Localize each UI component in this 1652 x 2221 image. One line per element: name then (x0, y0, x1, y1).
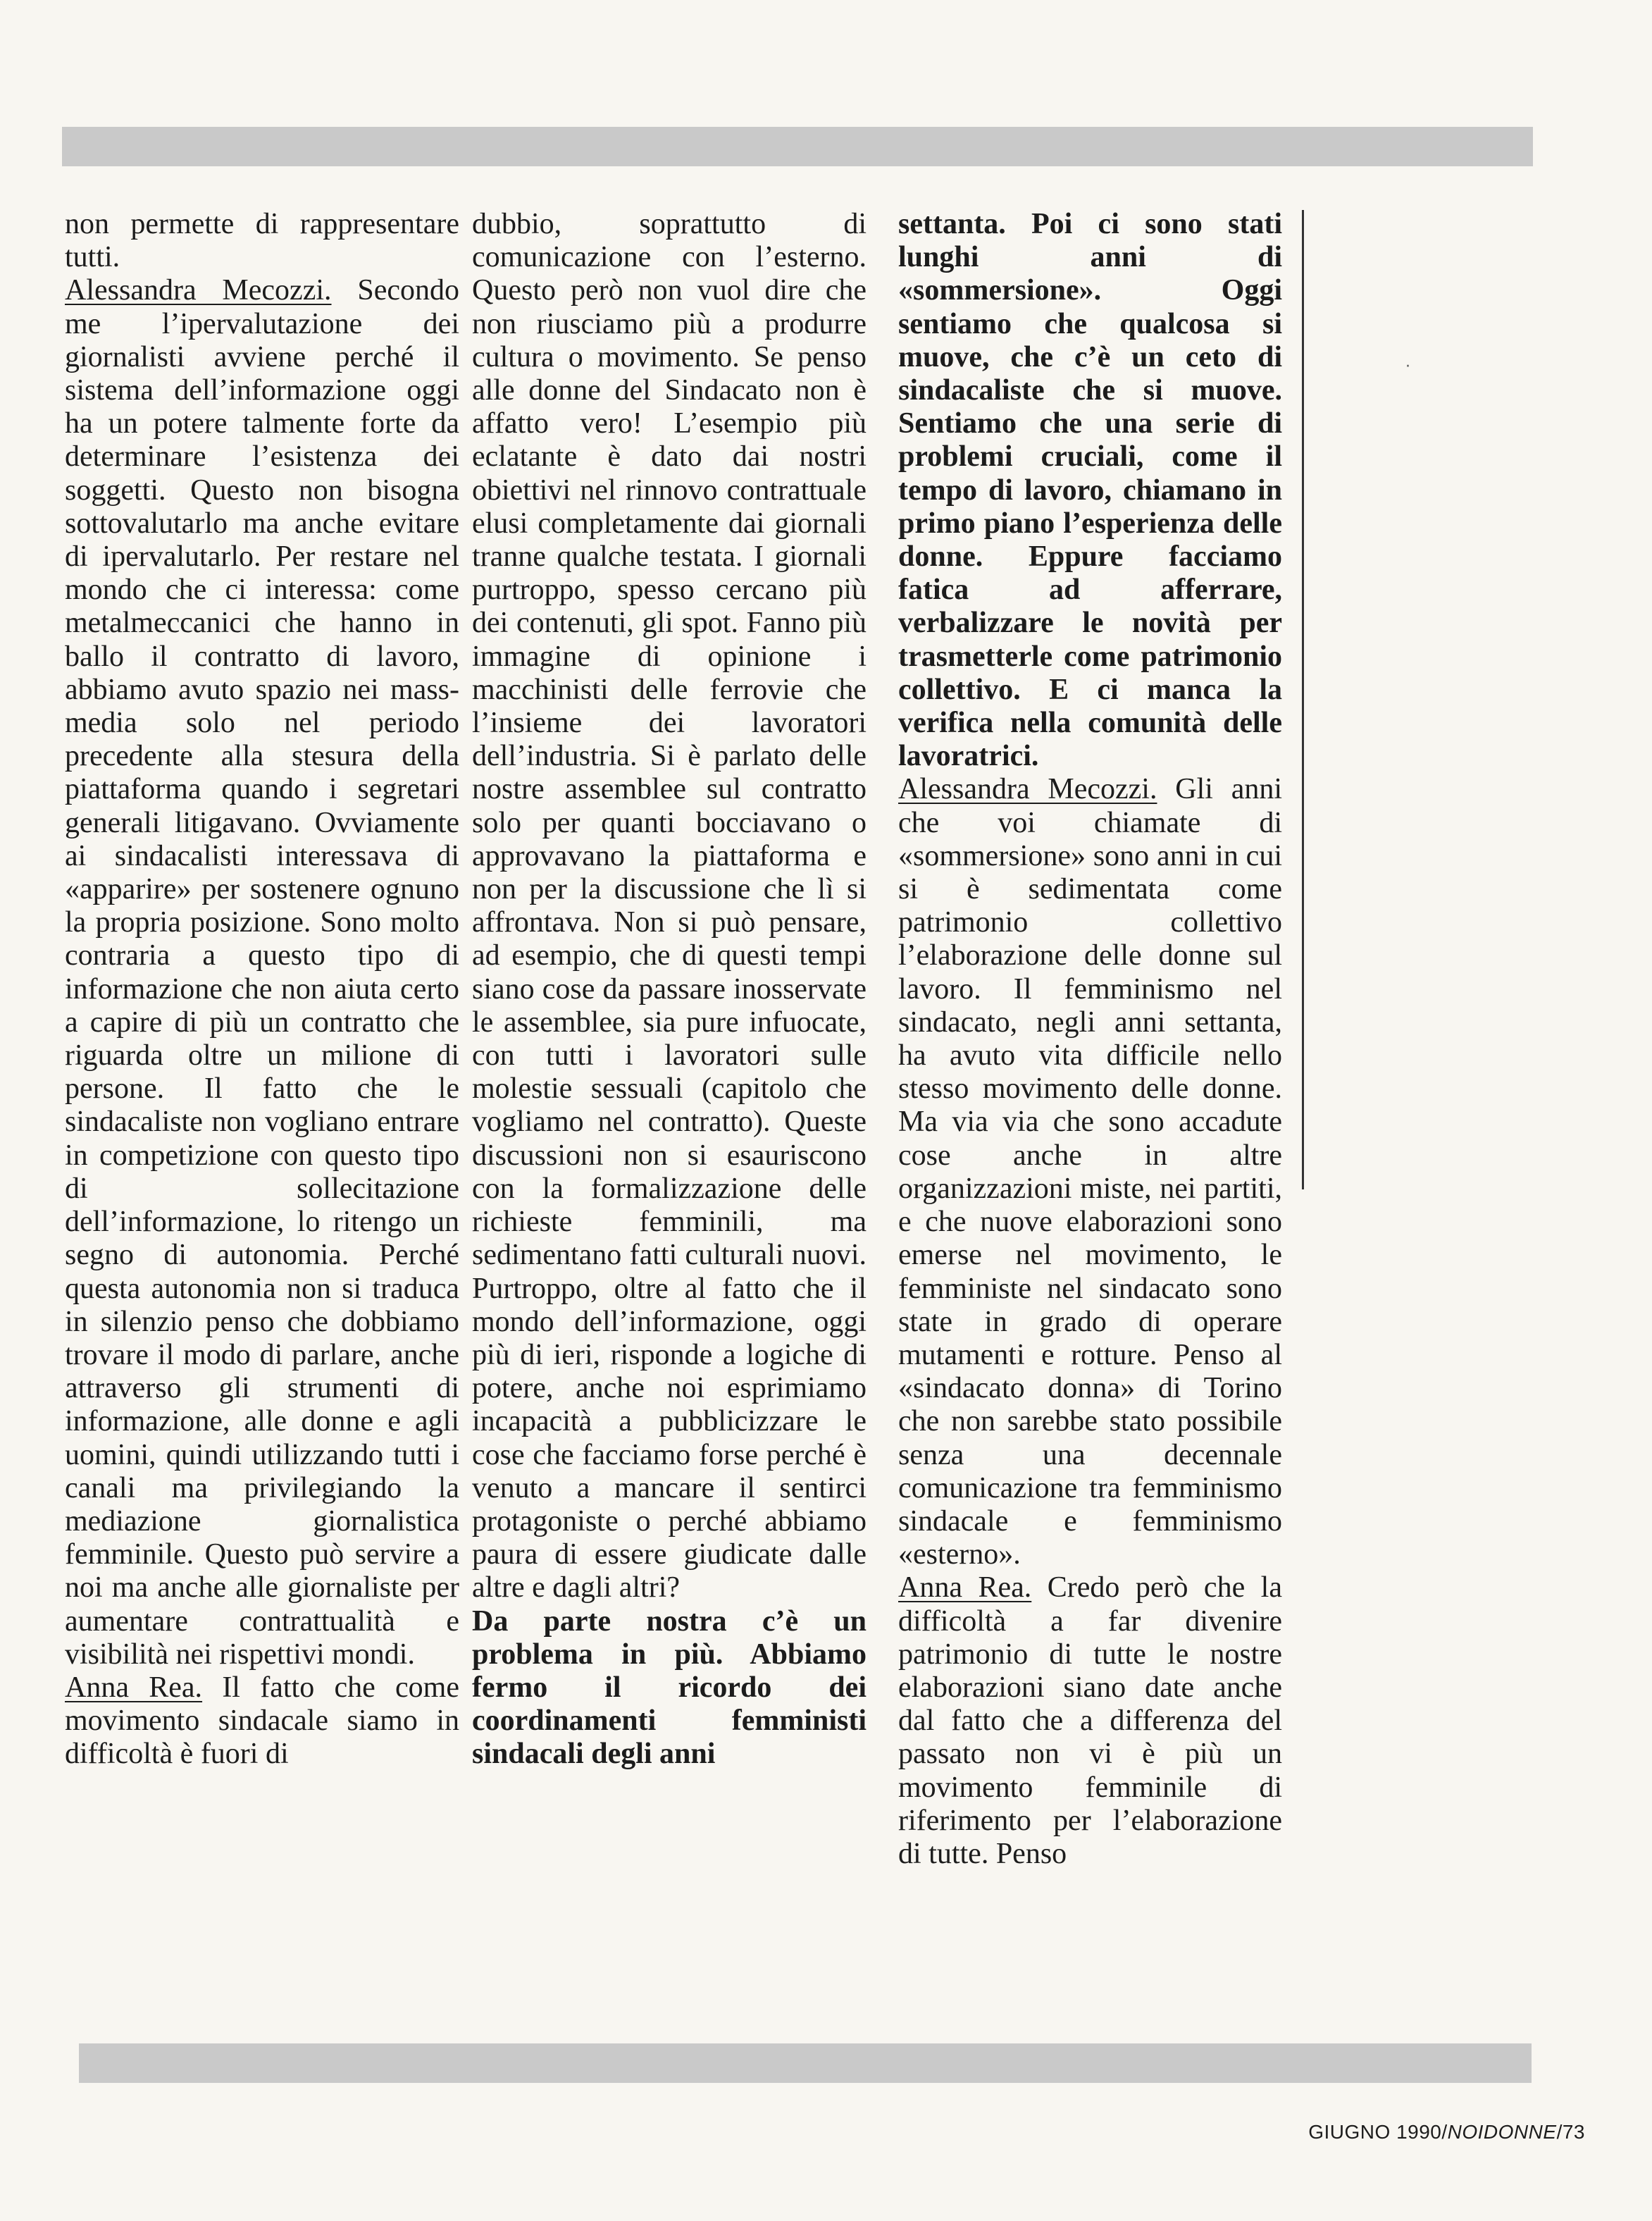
column-3 (898, 208, 1282, 1871)
paragraph: settanta. Poi ci sono stati lunghi anni di «sommersione». Oggi sentiamo che qualcosa si muove, che c’è un ceto di sindacaliste che si muove. Sentiamo che una serie di problemi cruciali, come il tempo di lavoro, chiamano in primo piano l’esperienza delle donne. Eppure facciamo fatica ad afferrare, verbalizzare le novità per trasmetterle come patrimonio collettivo. E ci manca la verifica nella comunità delle lavoratrici. (898, 208, 1282, 773)
paragraph (898, 773, 1282, 1571)
page-footer (1254, 2121, 1585, 2143)
paragraph: dubbio, soprattutto di comunicazione con l’esterno. Questo però non vuol dire che non riusciamo più a produrre cultura o movimento. Se penso alle donne del Sindacato non è affatto vero! L’esempio più eclatante è dato dai nostri obiettivi nel rinnovo contrattuale elusi completamente dai giornali tranne qualche testata. I giornali purtroppo, spesso cercano più dei contenuti, gli spot. Fanno più immagine di opinione i macchinisti delle ferrovie che l’insieme dei lavoratori dell’industria. Si è parlato delle nostre assemblee sul contratto solo per quanti bocciavano o approvavano la piattaforma e non per la discussione che lì si affrontava. Non si può pensare, ad esempio, che di questi tempi siano cose da passare inosservate le assemblee, sia pure infuocate, con tutti i lavoratori sulle molestie sessuali (capitolo che vogliamo nel contratto). Queste discussioni non si esauriscono con la formalizzazione delle richieste femminili, ma sedimentano fatti culturali nuovi. Purtroppo, oltre al fatto che il mondo dell’informazione, oggi più di ieri, risponde a logiche di potere, anche noi esprimiamo incapacità a pubblicizzare le cose che facciamo forse perché è venuto a mancare il sentirci protagoniste o perché abbiamo paura di essere giudicate dalle altre e dagli altri? (472, 208, 867, 1604)
paragraph (65, 1671, 459, 1771)
column-2 (472, 208, 867, 1771)
top-gray-band (62, 127, 1533, 166)
speaker-text: Il fatto che come movimento sindacale siamo in difficoltà è fuori di (65, 1671, 459, 1771)
footer-date: GIUGNO 1990/ (1308, 2121, 1448, 2143)
speaker-name: Anna Rea. (65, 1671, 203, 1704)
paragraph: non permette di rappresentare tutti. (65, 208, 459, 274)
bottom-gray-band (79, 2043, 1532, 2083)
speaker-text: Secondo me l’ipervalutazione dei giornalisti avviene perché il sistema dell’informazione oggi ha un potere talmente forte da determinare l’esistenza dei soggetti. Questo non bisogna sottovalutarlo ma anche evitare di ipervalutarlo. Per restare nel mondo che ci interessa: come metalmeccanici che hanno in ballo il contratto di lavoro, abbiamo avuto spazio nei mass-media solo nel periodo precedente alla stesura della piattaforma quando i segretari generali litigavano. Ovviamente ai sindacalisti interessava di «apparire» per sostenere ognuno la propria posizione. Sono molto contraria a questo tipo di informazione che non aiuta certo a capire di più un contratto che riguarda oltre un milione di persone. Il fatto che le sindacaliste non vogliano entrare in competizione con questo tipo di sollecitazione dell’informazione, lo ritengo un segno di autonomia. Perché questa autonomia non si traduca in silenzio penso che dobbiamo trovare il modo di parlare, anche attraverso gli strumenti di informazione, alle donne e agli uomini, quindi utilizzando tutti i canali ma privilegiando la mediazione giornalistica femminile. Questo può servire a noi ma anche alle giornaliste per aumentare contrattualità e visibilità nei rispettivi mondi. (65, 274, 459, 1671)
column-1 (65, 208, 459, 1771)
speaker-name: Anna Rea. (898, 1571, 1032, 1604)
paragraph (65, 274, 459, 1671)
footer-page-number: /73 (1556, 2121, 1585, 2143)
paragraph: Da parte nostra c’è un problema in più. Abbiamo fermo il ricordo dei coordinamenti femministi sindacali degli anni (472, 1604, 867, 1771)
paragraph (898, 1571, 1282, 1871)
speaker-text: Gli anni che voi chiamate di «sommersione» sono anni in cui si è sedimentata come patrimonio collettivo l’elaborazione delle donne sul lavoro. Il femminismo nel sindacato, negli anni settanta, ha avuto vita difficile nello stesso movimento delle donne. Ma via via che sono accadute cose anche in altre organizzazioni miste, nei partiti, e che nuove elaborazioni sono emerse nel movimento, le femministe nel sindacato sono state in grado di operare mutamenti e rotture. Penso al «sindacato donna» di Torino che non sarebbe stato possibile senza una decennale comunicazione tra femminismo sindacale e femminismo «esterno». (898, 773, 1283, 1571)
footer-magazine: NOIDONNE (1447, 2121, 1557, 2143)
speaker-text: Credo però che la difficoltà a far divenire patrimonio di tutte le nostre elaborazioni siano date anche dal fatto che a differenza del passato non vi è più un movimento femminile di riferimento per l’elaborazione di tutte. Penso (898, 1571, 1282, 1870)
column-rule (1302, 210, 1304, 1189)
scan-mark: · (1405, 358, 1410, 376)
speaker-name: Alessandra Mecozzi. (898, 773, 1157, 806)
speaker-name: Alessandra Mecozzi. (65, 274, 332, 307)
